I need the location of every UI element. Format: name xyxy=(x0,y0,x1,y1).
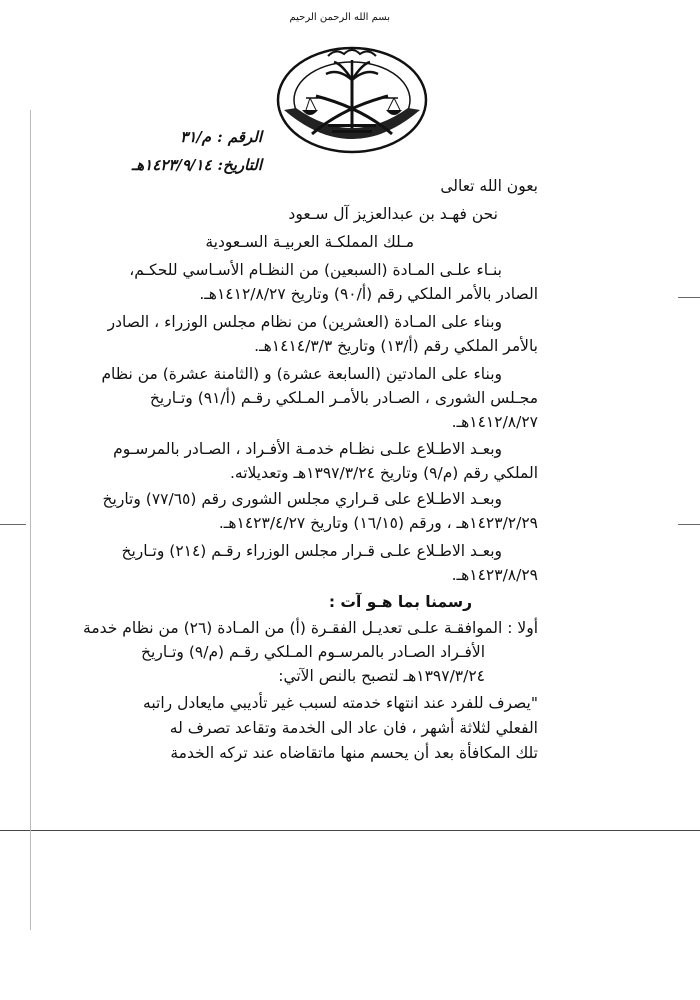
reference-date-value: ١٤٢٣/٩/١٤هـ xyxy=(131,156,212,174)
decree-heading: رسمنا بما هـو آت : xyxy=(328,593,472,611)
body-line: وبعـد الاطـلاع علـى نظـام خدمـة الأفـراد ، الصـادر بالمرسـوم xyxy=(113,440,502,458)
body-line: ١٤٢٣/٢/٢٩هـ ، ورقم (١٦/١٥) وتاريخ ١٤٢٣/٤/٢٧هـ. xyxy=(218,514,538,532)
reference-number xyxy=(180,128,262,146)
body-line: وبناء على المادتين (السابعة عشرة) و (الثامنة عشرة) من نظام xyxy=(101,365,502,383)
bismillah-heading: بسم الله الرحمن الرحيم xyxy=(289,12,390,23)
fold-line xyxy=(0,830,700,831)
king-name-line: نحن فهـد بن عبدالعزيز آل سـعود xyxy=(288,205,498,223)
body-line: مجـلس الشورى ، الصـادر بالأمـر المـلكي رقـم (أ/٩١) وتـاريخ xyxy=(149,389,538,407)
body-line: الأفـراد الصـادر بالمرسـوم المـلكي رقـم (م/٩) وتـاريخ xyxy=(141,643,485,661)
body-line: ١٣٩٧/٣/٢٤هـ لتصبح بالنص الآتي: xyxy=(278,667,485,685)
king-title-line: مـلك المملكـة العربيـة السـعودية xyxy=(205,233,414,251)
margin-mark-right-top xyxy=(678,297,700,298)
scan-edge-line xyxy=(30,110,31,930)
margin-mark-left xyxy=(0,524,26,525)
reference-number-label: الرقم : xyxy=(217,128,262,146)
reference-number-value: م/٣١ xyxy=(180,128,212,146)
body-line: ١٤٢٣/٨/٢٩هـ. xyxy=(451,566,538,584)
body-line: الصادر بالأمر الملكي رقم (أ/٩٠) وتاريخ ١٤١٢/٨/٢٧هـ. xyxy=(199,285,538,303)
clause-first-line: أولا : الموافقـة علـى تعديـل الفقـرة (أ) من المـادة (٢٦) من نظام خدمة xyxy=(83,619,538,637)
emblem-logo xyxy=(272,38,432,158)
reference-date xyxy=(132,156,262,174)
body-line: ١٤١٢/٨/٢٧هـ. xyxy=(451,413,538,431)
body-line: وبناء على المـادة (العشرين) من نظام مجلس الوزراء ، الصادر xyxy=(107,313,502,331)
quoted-text-line: "يصرف للفرد عند انتهاء خدمته لسبب غير تأديبي مايعادل راتبه xyxy=(143,694,538,712)
invocation-line: بعون الله تعالى xyxy=(440,177,538,195)
body-line: الملكي رقم (م/٩) وتاريخ ١٣٩٧/٣/٢٤هـ وتعديلاته. xyxy=(230,464,538,482)
margin-mark-right-bottom xyxy=(678,524,700,525)
body-line: وبعـد الاطـلاع علـى قـرار مجلس الوزراء رقـم (٢١٤) وتـاريخ xyxy=(121,542,502,560)
quoted-text-line: تلك المكافأة بعد أن يحسم منها ماتقاضاه عند تركه الخدمة xyxy=(170,744,538,762)
body-line: بنـاء علـى المـادة (السبعين) من النظـام الأسـاسي للحكـم، xyxy=(129,261,502,279)
quoted-text-line: الفعلي لثلاثة أشهر ، فان عاد الى الخدمة وتقاعد تصرف له xyxy=(169,719,538,737)
body-line: بالأمر الملكي رقم (أ/١٣) وتاريخ ١٤١٤/٣/٣هـ. xyxy=(254,337,538,355)
body-line: وبعـد الاطـلاع على قـراري مجلس الشورى رقم (٧٧/٦٥) وتاريخ xyxy=(102,490,502,508)
reference-date-label: التاريخ: xyxy=(217,156,262,174)
